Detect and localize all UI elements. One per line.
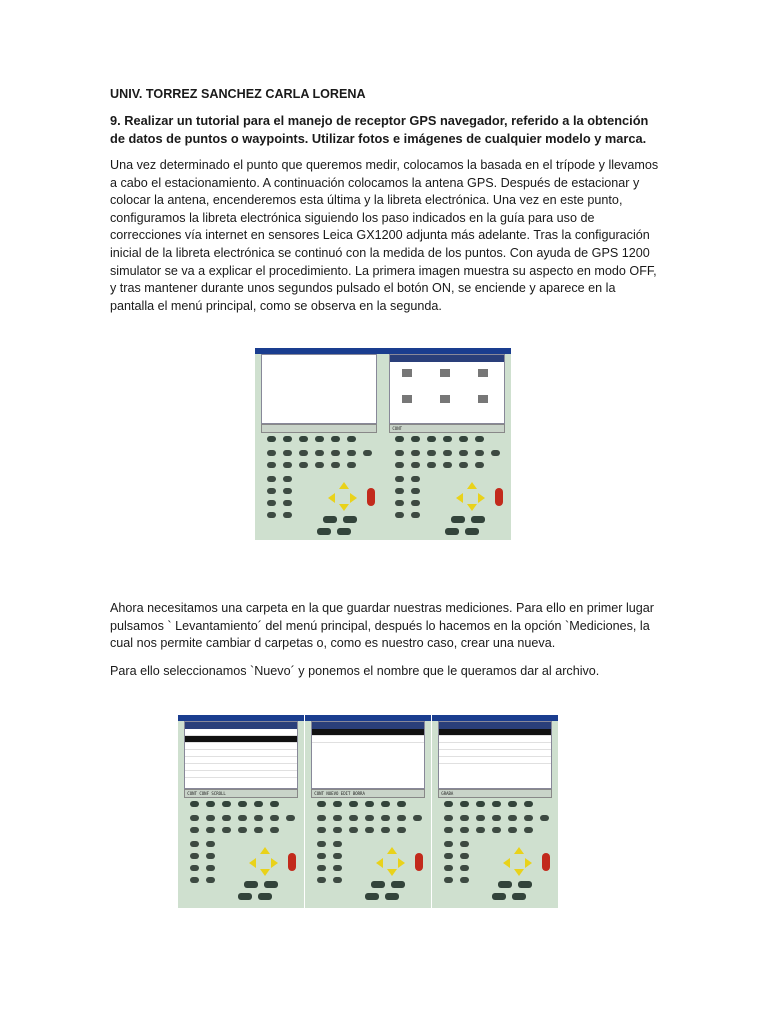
f4-key[interactable]	[238, 801, 247, 807]
softkey-bar: CONT	[389, 424, 504, 433]
key[interactable]	[283, 488, 292, 494]
key[interactable]	[413, 815, 422, 821]
cr-key[interactable]	[371, 881, 385, 888]
device-screen-new-job	[438, 721, 551, 789]
key[interactable]	[411, 462, 420, 468]
arrow-left-key[interactable]	[503, 858, 510, 868]
key[interactable]	[411, 450, 420, 456]
cr-key[interactable]	[244, 881, 258, 888]
f3-key[interactable]	[349, 801, 358, 807]
screen-row	[185, 750, 296, 757]
gps-device-off	[255, 348, 383, 540]
key[interactable]	[267, 500, 276, 506]
key[interactable]	[333, 841, 342, 847]
key[interactable]	[347, 450, 356, 456]
key[interactable]	[206, 827, 215, 833]
screen-row	[312, 736, 423, 743]
key[interactable]	[476, 827, 485, 833]
screen-row	[439, 736, 550, 743]
screen-row	[185, 757, 296, 764]
key[interactable]	[299, 462, 308, 468]
arrow-up-key[interactable]	[514, 847, 524, 854]
screen-row	[185, 743, 296, 750]
key[interactable]	[365, 815, 374, 821]
key[interactable]	[283, 512, 292, 518]
user-key[interactable]	[238, 893, 252, 900]
screen-row-selected	[439, 729, 550, 736]
survey-icon	[402, 369, 412, 377]
f2-key[interactable]	[333, 801, 342, 807]
key[interactable]	[254, 815, 263, 821]
arrow-right-key[interactable]	[350, 493, 357, 503]
device-screen-job-list	[311, 721, 424, 789]
user-key[interactable]	[317, 528, 331, 535]
key[interactable]	[395, 500, 404, 506]
key[interactable]	[267, 462, 276, 468]
on-button[interactable]	[288, 853, 296, 871]
key[interactable]	[459, 462, 468, 468]
key[interactable]	[333, 815, 342, 821]
key[interactable]	[349, 827, 358, 833]
key[interactable]	[317, 841, 326, 847]
key[interactable]	[286, 815, 295, 821]
key[interactable]	[381, 827, 390, 833]
prog-key[interactable]	[512, 893, 526, 900]
key[interactable]	[460, 815, 469, 821]
key[interactable]	[190, 815, 199, 821]
esc-key[interactable]	[471, 516, 485, 523]
key[interactable]	[222, 815, 231, 821]
key[interactable]	[460, 827, 469, 833]
arrow-down-key[interactable]	[467, 504, 477, 511]
key[interactable]	[206, 841, 215, 847]
key[interactable]	[206, 815, 215, 821]
arrow-left-key[interactable]	[456, 493, 463, 503]
key[interactable]	[331, 450, 340, 456]
arrow-down-key[interactable]	[387, 869, 397, 876]
f3-key[interactable]	[222, 801, 231, 807]
user-key[interactable]	[365, 893, 379, 900]
cr-key[interactable]	[498, 881, 512, 888]
key[interactable]	[508, 815, 517, 821]
key[interactable]	[427, 462, 436, 468]
gps-device-main-menu	[383, 348, 511, 540]
management-icon	[478, 369, 488, 377]
arrow-right-key[interactable]	[271, 858, 278, 868]
key[interactable]	[299, 450, 308, 456]
on-button[interactable]	[367, 488, 375, 506]
key[interactable]	[427, 450, 436, 456]
device-screen-survey-begin	[184, 721, 297, 789]
key[interactable]	[283, 462, 292, 468]
f6-key[interactable]	[475, 436, 484, 442]
f1-key[interactable]	[444, 801, 453, 807]
user-key[interactable]	[492, 893, 506, 900]
config-icon	[440, 395, 450, 403]
key[interactable]	[492, 815, 501, 821]
key[interactable]	[270, 827, 279, 833]
arrow-down-key[interactable]	[514, 869, 524, 876]
prog-key[interactable]	[258, 893, 272, 900]
arrow-right-key[interactable]	[478, 493, 485, 503]
f4-key[interactable]	[443, 436, 452, 442]
key[interactable]	[411, 488, 420, 494]
f6-key[interactable]	[347, 436, 356, 442]
key[interactable]	[460, 865, 469, 871]
key[interactable]	[283, 450, 292, 456]
f4-key[interactable]	[492, 801, 501, 807]
key[interactable]	[444, 853, 453, 859]
key[interactable]	[206, 865, 215, 871]
key[interactable]	[317, 815, 326, 821]
cr-key[interactable]	[451, 516, 465, 523]
key[interactable]	[475, 462, 484, 468]
key[interactable]	[365, 827, 374, 833]
key[interactable]	[444, 827, 453, 833]
f5-key[interactable]	[254, 801, 263, 807]
screen-row	[439, 750, 550, 757]
key[interactable]	[317, 877, 326, 883]
gps-device-job-list	[305, 715, 431, 908]
on-button[interactable]	[542, 853, 550, 871]
screen-row-selected	[185, 736, 296, 743]
softkey-bar: GRABA	[438, 789, 551, 798]
prog-key[interactable]	[337, 528, 351, 535]
key[interactable]	[267, 488, 276, 494]
figure-gps-simulator-folder-screens	[178, 715, 558, 908]
f2-key[interactable]	[283, 436, 292, 442]
screen-row	[185, 729, 296, 736]
arrow-up-key[interactable]	[387, 847, 397, 854]
key[interactable]	[317, 827, 326, 833]
esc-key[interactable]	[264, 881, 278, 888]
key[interactable]	[381, 815, 390, 821]
key[interactable]	[524, 827, 533, 833]
key[interactable]	[395, 450, 404, 456]
paragraph-folder: Ahora necesitamos una carpeta en la que guardar nuestras mediciones. Para ello en primer lugar pulsamos ` Levantamiento´ del menú principal, después lo hacemos en la opción `Mediciones, la cual nos permite cambiar d carpetas o, como es nuestro caso, crear una nueva.	[110, 601, 654, 651]
arrow-left-key[interactable]	[328, 493, 335, 503]
f5-key[interactable]	[381, 801, 390, 807]
screen-header	[439, 722, 550, 729]
key[interactable]	[190, 827, 199, 833]
softkey-bar: CONT NUEVO EDIT BORRA	[311, 789, 424, 798]
key[interactable]	[238, 827, 247, 833]
key[interactable]	[460, 877, 469, 883]
key[interactable]	[443, 450, 452, 456]
screen-row	[439, 743, 550, 750]
key[interactable]	[349, 815, 358, 821]
key[interactable]	[317, 853, 326, 859]
esc-key[interactable]	[391, 881, 405, 888]
arrow-down-key[interactable]	[339, 504, 349, 511]
f4-key[interactable]	[315, 436, 324, 442]
f2-key[interactable]	[460, 801, 469, 807]
f6-key[interactable]	[397, 801, 406, 807]
screen-row	[185, 771, 296, 778]
key[interactable]	[317, 865, 326, 871]
arrow-right-key[interactable]	[525, 858, 532, 868]
screen-row	[439, 757, 550, 764]
device-screen-blank	[261, 354, 376, 424]
key[interactable]	[460, 841, 469, 847]
author-name: UNIV. TORREZ SANCHEZ CARLA LORENA	[110, 87, 366, 101]
key[interactable]	[411, 476, 420, 482]
screen-header	[185, 722, 296, 729]
gps-device-survey-begin	[178, 715, 304, 908]
f5-key[interactable]	[331, 436, 340, 442]
key[interactable]	[411, 512, 420, 518]
key[interactable]	[411, 500, 420, 506]
key[interactable]	[270, 815, 279, 821]
key[interactable]	[395, 462, 404, 468]
paragraph-intro: Una vez determinado el punto que queremos medir, colocamos la basada en el trípode y llevamos a cabo el estacionamiento. A continuación colocamos la antena GPS. Después de estacionar y colocar la antena, encenderemos esta última y la libreta electrónica. Una vez en este punto, configuramos la libreta electrónica siguiendo los paso indicados en la guía para uso de correcciones vía internet en sensores Leica GX1200 adjunta más adelante. Tras la configuración inicial de la libreta electrónica se continuó con la medida de los puntos. Con ayuda de GPS 1200 simulator se va a explicar el procedimiento. La primera imagen muestra su aspecto en modo OFF, y tras mantener durante unos segundos pulsado el botón ON, se enciende y aparece en la pantalla el menú principal, como se observa en la segunda.	[110, 158, 659, 313]
prog-key[interactable]	[385, 893, 399, 900]
f6-key[interactable]	[270, 801, 279, 807]
key[interactable]	[444, 877, 453, 883]
key[interactable]	[444, 841, 453, 847]
f1-key[interactable]	[267, 436, 276, 442]
key[interactable]	[491, 450, 500, 456]
prog-key[interactable]	[465, 528, 479, 535]
key[interactable]	[315, 462, 324, 468]
key[interactable]	[540, 815, 549, 821]
on-button[interactable]	[495, 488, 503, 506]
key[interactable]	[395, 476, 404, 482]
key[interactable]	[395, 512, 404, 518]
arrow-up-key[interactable]	[260, 847, 270, 854]
f1-key[interactable]	[395, 436, 404, 442]
key[interactable]	[267, 450, 276, 456]
key[interactable]	[444, 865, 453, 871]
key[interactable]	[254, 827, 263, 833]
cr-key[interactable]	[323, 516, 337, 523]
key[interactable]	[238, 815, 247, 821]
f1-key[interactable]	[190, 801, 199, 807]
key[interactable]	[460, 853, 469, 859]
key[interactable]	[190, 853, 199, 859]
arrow-down-key[interactable]	[260, 869, 270, 876]
key[interactable]	[190, 865, 199, 871]
on-button[interactable]	[415, 853, 423, 871]
key[interactable]	[476, 815, 485, 821]
key[interactable]	[333, 853, 342, 859]
key[interactable]	[347, 462, 356, 468]
key[interactable]	[190, 841, 199, 847]
key[interactable]	[333, 865, 342, 871]
paragraph-new-file: Para ello seleccionamos `Nuevo´ y ponemos el nombre que le queramos dar al archivo.	[110, 664, 600, 678]
key[interactable]	[492, 827, 501, 833]
key[interactable]	[475, 450, 484, 456]
arrow-left-key[interactable]	[249, 858, 256, 868]
softkey-bar	[261, 424, 376, 433]
esc-key[interactable]	[343, 516, 357, 523]
arrow-left-key[interactable]	[376, 858, 383, 868]
key[interactable]	[283, 476, 292, 482]
key[interactable]	[397, 827, 406, 833]
key[interactable]	[443, 462, 452, 468]
f2-key[interactable]	[411, 436, 420, 442]
screen-row-selected	[312, 729, 423, 736]
key[interactable]	[222, 827, 231, 833]
key[interactable]	[206, 853, 215, 859]
question-heading: 9. Realizar un tutorial para el manejo de receptor GPS navegador, referido a la obtención de datos de puntos o waypoints. Utilizar fotos e imágenes de cualquier modelo y marca.	[110, 113, 649, 146]
f5-key[interactable]	[508, 801, 517, 807]
transfer-icon	[402, 395, 412, 403]
arrow-up-key[interactable]	[467, 482, 477, 489]
f3-key[interactable]	[299, 436, 308, 442]
f2-key[interactable]	[206, 801, 215, 807]
f6-key[interactable]	[524, 801, 533, 807]
key[interactable]	[459, 450, 468, 456]
figure-gps-simulator-off-and-menu	[255, 348, 511, 540]
key[interactable]	[508, 827, 517, 833]
key[interactable]	[315, 450, 324, 456]
gps-device-new-job	[432, 715, 558, 908]
key[interactable]	[524, 815, 533, 821]
user-key[interactable]	[445, 528, 459, 535]
key[interactable]	[333, 877, 342, 883]
key[interactable]	[363, 450, 372, 456]
key[interactable]	[331, 462, 340, 468]
screen-header	[312, 722, 423, 729]
esc-key[interactable]	[518, 881, 532, 888]
screen-row	[185, 764, 296, 771]
f4-key[interactable]	[365, 801, 374, 807]
key[interactable]	[283, 500, 292, 506]
key[interactable]	[267, 512, 276, 518]
key[interactable]	[397, 815, 406, 821]
key[interactable]	[333, 827, 342, 833]
programs-icon	[440, 369, 450, 377]
key[interactable]	[190, 877, 199, 883]
arrow-right-key[interactable]	[398, 858, 405, 868]
softkey-bar: CONT CONF SCROLL	[184, 789, 297, 798]
f5-key[interactable]	[459, 436, 468, 442]
key[interactable]	[206, 877, 215, 883]
key[interactable]	[444, 815, 453, 821]
device-screen-main-menu	[389, 354, 504, 424]
f3-key[interactable]	[476, 801, 485, 807]
tools-icon	[478, 395, 488, 403]
screen-header	[390, 355, 503, 362]
f3-key[interactable]	[427, 436, 436, 442]
key[interactable]	[395, 488, 404, 494]
arrow-up-key[interactable]	[339, 482, 349, 489]
key[interactable]	[267, 476, 276, 482]
f1-key[interactable]	[317, 801, 326, 807]
